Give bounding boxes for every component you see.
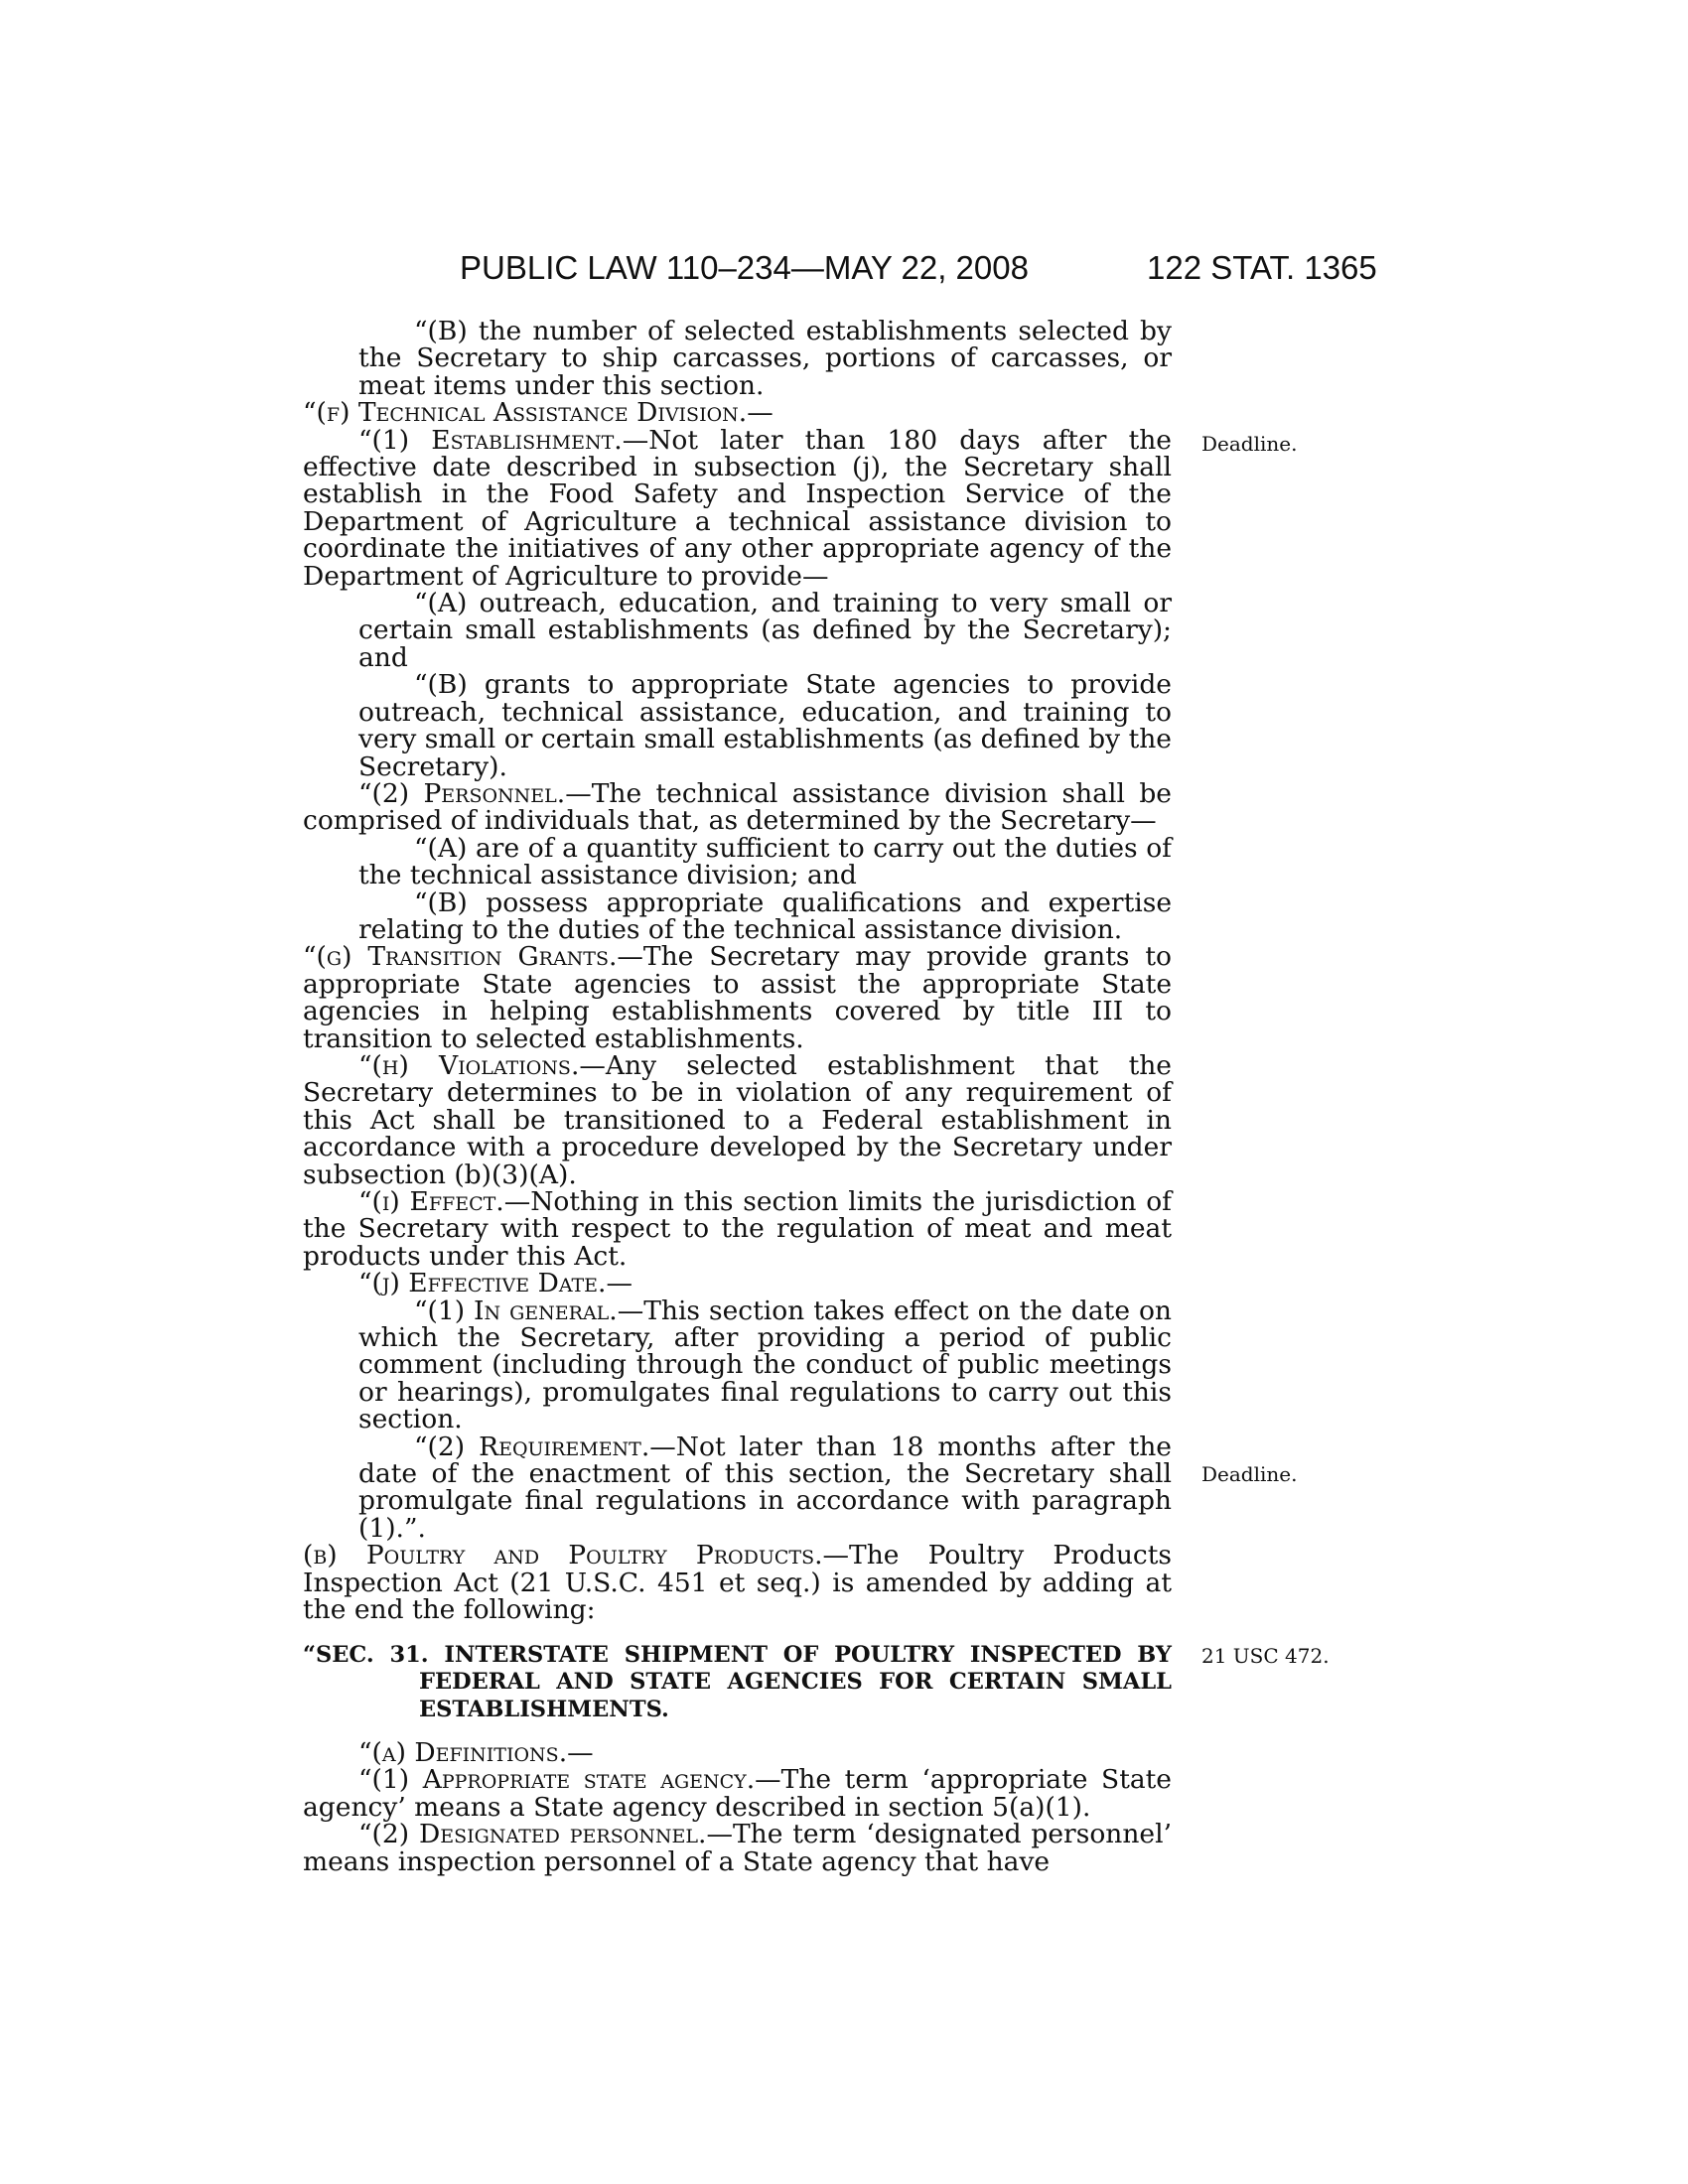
page-stat-number: 122 STAT. 1365 xyxy=(1147,249,1377,286)
subsection-h: “(h) Violations.—Any selected establishment that the Secretary determines to be in violation of any requirement of this Act shall be transitioned to a Federal establishment in accordance with a procedure developed by the Secretary under subsection (b)(3)(A). xyxy=(303,1049,1172,1190)
subsection-a-heading: “(a) Definitions.— xyxy=(358,1737,594,1768)
subsection-b-poultry: (b) Poultry and Poultry Products.—The Poultry Products Inspection Act (21 U.S.C. 451 et seq.) is amended by adding at the end the following: xyxy=(303,1540,1172,1626)
paragraph-f2: “(2) Personnel.—The technical assistance division shall be comprised of individuals that, as determined by the Secretary— xyxy=(303,777,1172,837)
subsection-j-heading: “(j) Effective Date.— xyxy=(358,1268,633,1299)
subsection-f-heading: “(f) Technical Assistance Division.— xyxy=(303,397,774,429)
paragraph-f-intro-B: “(B) the number of selected establishments selected by the Secretary to ship carcasses, portions of carcasses, or meat items under this section. xyxy=(358,316,1172,401)
margin-note-usc-citation: 21 USC 472. xyxy=(1201,1644,1330,1668)
running-header-title: PUBLIC LAW 110–234—MAY 22, 2008 xyxy=(460,249,1029,286)
statute-body xyxy=(303,318,1172,1875)
margin-note-deadline: Deadline. xyxy=(1201,432,1298,456)
paragraph-j2: “(2) Requirement.—Not later than 18 months after the date of the enactment of this section, the Secretary shall promulgate final regulations in accordance with paragraph (1).”. xyxy=(358,1431,1172,1544)
paragraph-f1-B: “(B) grants to appropriate State agencies to provide outreach, technical assistance, education, and training to very small or certain small establishments (as defined by the Secretary). xyxy=(358,669,1172,782)
paragraph-f2-A: “(A) are of a quantity sufficient to carry out the duties of the technical assistance division; and xyxy=(358,832,1172,891)
paragraph-f1-A: “(A) outreach, education, and training to very small or certain small establishments (as defined by the Secretary); and xyxy=(358,588,1172,673)
paragraph-f2-B: “(B) possess appropriate qualifications and expertise relating to the duties of the technical assistance division. xyxy=(358,887,1172,945)
margin-note-deadline: Deadline. xyxy=(1201,1462,1298,1486)
section-31-heading: “SEC. 31. INTERSTATE SHIPMENT OF POULTRY INSPECTED BY FEDERAL AND STATE AGENCIES FOR CERTAIN SMALL ESTABLISHMENTS. xyxy=(303,1641,1172,1722)
paragraph-f1: “(1) Establishment.—Not later than 180 days after the effective date described in subsection (j), the Secretary shall establish in the Food Safety and Inspection Service of the Department of Agriculture a technical assistance division to coordinate the initiatives of any other appropriate agency of the Department of Agriculture to provide— xyxy=(303,424,1172,592)
subsection-i: “(i) Effect.—Nothing in this section limits the jurisdiction of the Secretary with respect to the regulation of meat and meat products under this Act. xyxy=(303,1186,1172,1272)
paragraph-a2: “(2) Designated personnel.—The term ‘designated personnel’ means inspection personnel of a State agency that have xyxy=(303,1819,1172,1877)
paragraph-j1: “(1) In general.—This section takes effect on the date on which the Secretary, after providing a period of public comment (including through the conduct of public meetings or hearings), promulgates final regulations to carry out this section. xyxy=(358,1295,1172,1435)
subsection-g: “(g) Transition Grants.—The Secretary may provide grants to appropriate State agencies to assist the appropriate State agencies in helping establishments covered by title III to transition to selected establishments. xyxy=(303,941,1172,1054)
paragraph-a1: “(1) Appropriate state agency.—The term ‘appropriate State agency’ means a State agency described in section 5(a)(1). xyxy=(303,1764,1172,1823)
